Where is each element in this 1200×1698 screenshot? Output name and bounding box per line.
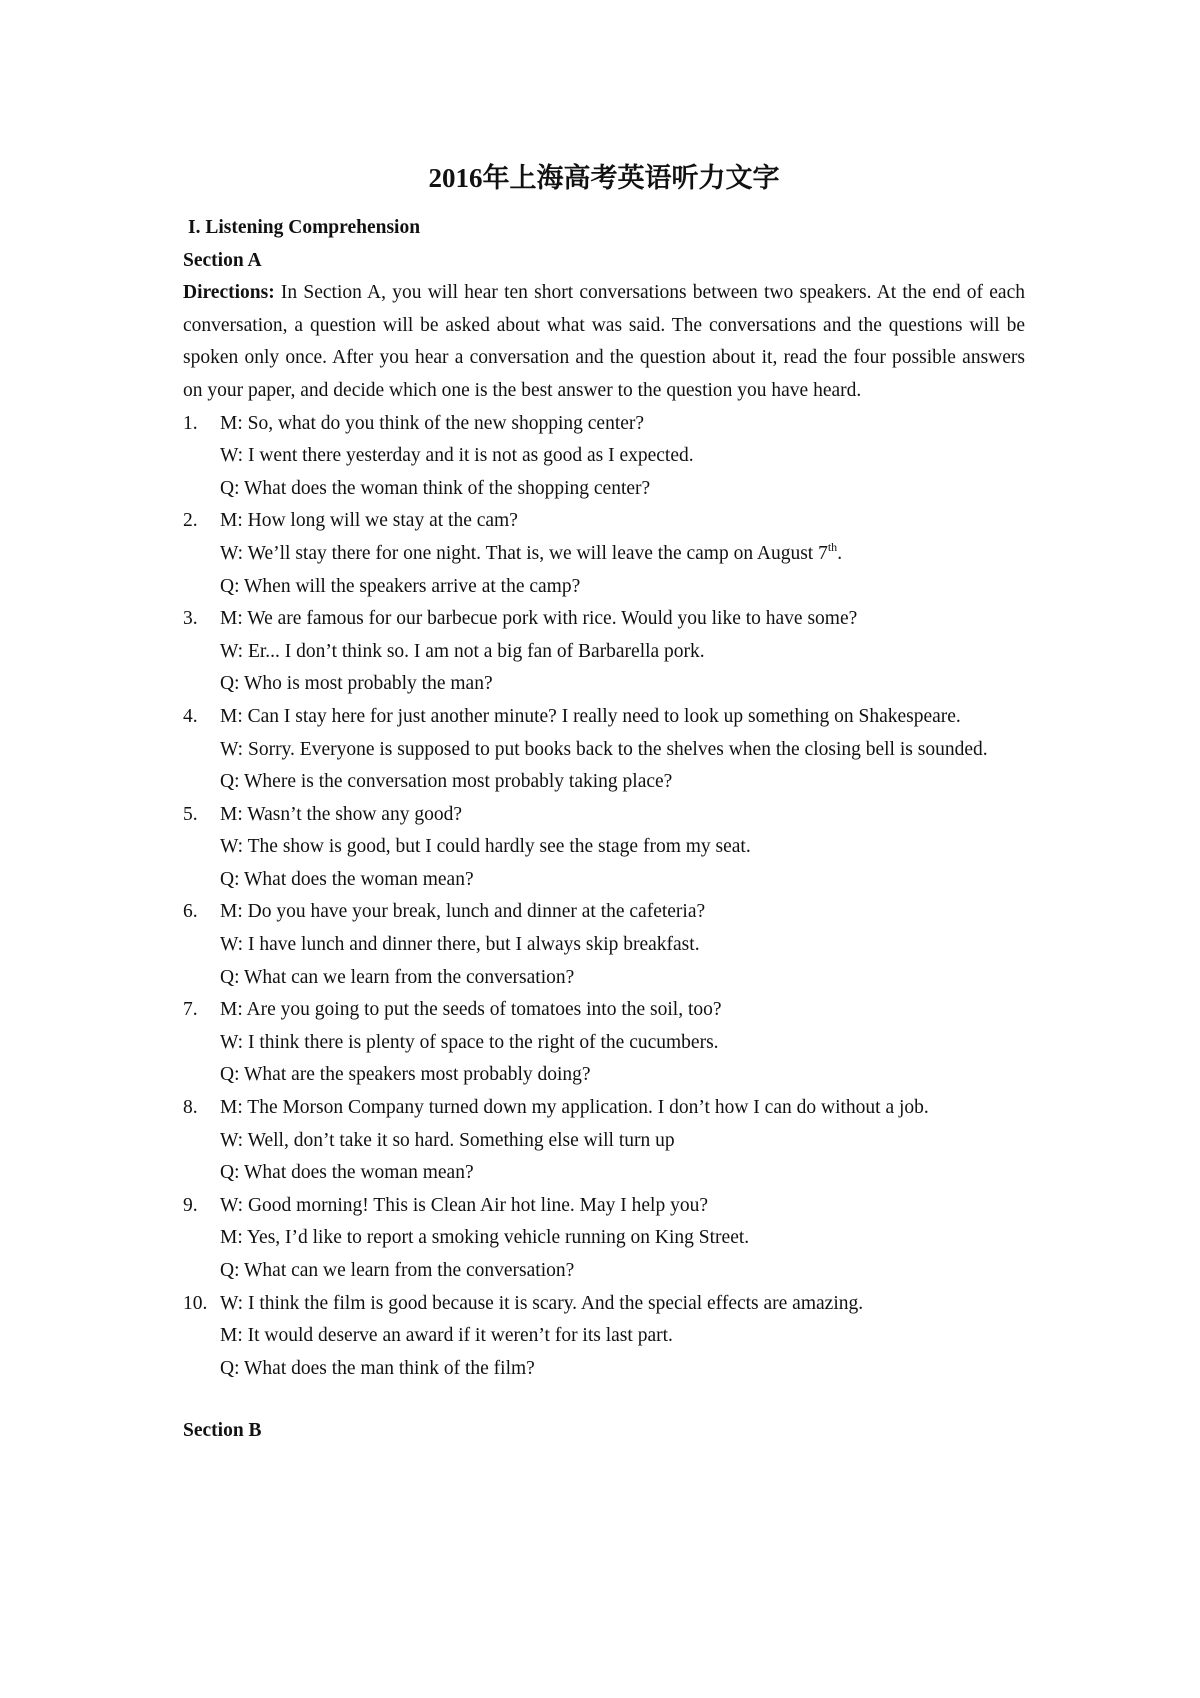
- document-title: 2016年上海高考英语听力文字: [428, 163, 780, 193]
- conversation-line: W: I went there yesterday and it is not as good as I expected.: [220, 445, 694, 467]
- conversation-line: W: Er... I don’t think so. I am not a big fan of Barbarella pork.: [220, 640, 705, 662]
- conversation-question: Q: Where is the conversation most probably taking place?: [220, 771, 673, 793]
- conversation-line: W: Well, don’t take it so hard. Something else will turn up: [220, 1129, 675, 1151]
- conversation-question: Q: What can we learn from the conversation?: [220, 1260, 575, 1281]
- section-a-directions: [183, 277, 1025, 407]
- conversation-question: Q: When will the speakers arrive at the camp?: [220, 575, 581, 597]
- conversation-5: [183, 799, 1025, 897]
- conversation-question: Q: Who is most probably the man?: [220, 673, 493, 695]
- conversation-line: W: I think the film is good because it is scary. And the special effects are amazing.: [220, 1292, 864, 1314]
- section-b-heading: Section B: [183, 1420, 262, 1442]
- conversation-question: Q: What does the woman think of the shopping center?: [220, 477, 651, 499]
- conversation-line: M: So, what do you think of the new shopping center?: [220, 412, 645, 434]
- conversation-question: Q: What does the man think of the film?: [220, 1357, 535, 1379]
- conversation-question: Q: What can we learn from the conversation?: [220, 966, 575, 988]
- conversation-1: [183, 408, 1025, 506]
- section-gap: [183, 1385, 1025, 1415]
- conversation-9: [183, 1190, 1025, 1288]
- conversation-question: Q: What does the woman mean?: [220, 1162, 474, 1184]
- conversation-line: M: Wasn’t the show any good?: [220, 803, 462, 825]
- conversation-8: [183, 1092, 1025, 1190]
- conversation-7: [183, 994, 1025, 1092]
- conversation-number: 5.: [183, 803, 198, 825]
- conversation-line: M: Yes, I’d like to report a smoking vehicle running on King Street.: [220, 1227, 750, 1249]
- ordinal-suffix: th: [827, 539, 838, 554]
- conversation-number: 10.: [183, 1292, 208, 1314]
- directions-label: Directions:: [183, 282, 275, 304]
- conversation-line: M: Can I stay here for just another minute? I really need to look up something on Shakespeare.: [220, 705, 961, 727]
- conversation-line: [183, 538, 1025, 571]
- conversation-number: 9.: [183, 1194, 198, 1216]
- document-body: [183, 212, 1025, 1448]
- conversation-6: [183, 896, 1025, 994]
- conversation-line: W: The show is good, but I could hardly see the stage from my seat.: [220, 836, 751, 858]
- conversation-number: 4.: [183, 705, 198, 727]
- conversation-question: Q: What does the woman mean?: [220, 868, 474, 890]
- conversation-line: M: We are famous for our barbecue pork with rice. Would you like to have some?: [220, 608, 858, 630]
- conversation-line: M: Are you going to put the seeds of tomatoes into the soil, too?: [220, 999, 722, 1021]
- conversation-line: W: Sorry. Everyone is supposed to put books back to the shelves when the closing bell is sounded.: [220, 738, 988, 760]
- section-a-heading: Section A: [183, 249, 262, 271]
- conversation-number: 7.: [183, 999, 198, 1021]
- conversation-4: [183, 701, 1025, 799]
- conversation-number: 3.: [183, 608, 198, 630]
- line-text: W: We’ll stay there for one night. That is, we will leave the camp on August 7: [220, 542, 828, 564]
- conversation-line: M: The Morson Company turned down my application. I don’t how I can do without a job.: [220, 1097, 929, 1119]
- directions-text: In Section A, you will hear ten short conversations between two speakers. At the end of each conversation, a question will be asked about what was said. The conversations and the questions will be spoken only once. After you hear a conversation and the question about it, read the four possible answers on your paper, and decide which one is the best answer to the question you have heard.: [183, 282, 1025, 401]
- part-heading: I. Listening Comprehension: [188, 217, 421, 238]
- conversation-10: [183, 1288, 1025, 1386]
- conversation-line: M: Do you have your break, lunch and dinner at the cafeteria?: [220, 901, 706, 923]
- conversation-3: [183, 603, 1025, 701]
- conversation-line: W: I have lunch and dinner there, but I always skip breakfast.: [220, 934, 700, 956]
- conversation-2: [183, 505, 1025, 603]
- line-end: .: [837, 542, 843, 564]
- conversation-number: 8.: [183, 1097, 198, 1119]
- conversation-number: 1.: [183, 412, 198, 434]
- conversation-line: W: I think there is plenty of space to the right of the cucumbers.: [220, 1031, 719, 1053]
- conversation-line: M: It would deserve an award if it weren’t for its last part.: [220, 1325, 673, 1347]
- conversation-line: W: Good morning! This is Clean Air hot line. May I help you?: [220, 1194, 708, 1216]
- conversation-question: Q: What are the speakers most probably doing?: [220, 1064, 591, 1086]
- conversation-number: 6.: [183, 901, 198, 923]
- conversation-number: 2.: [183, 510, 198, 532]
- conversation-line: M: How long will we stay at the cam?: [220, 510, 518, 532]
